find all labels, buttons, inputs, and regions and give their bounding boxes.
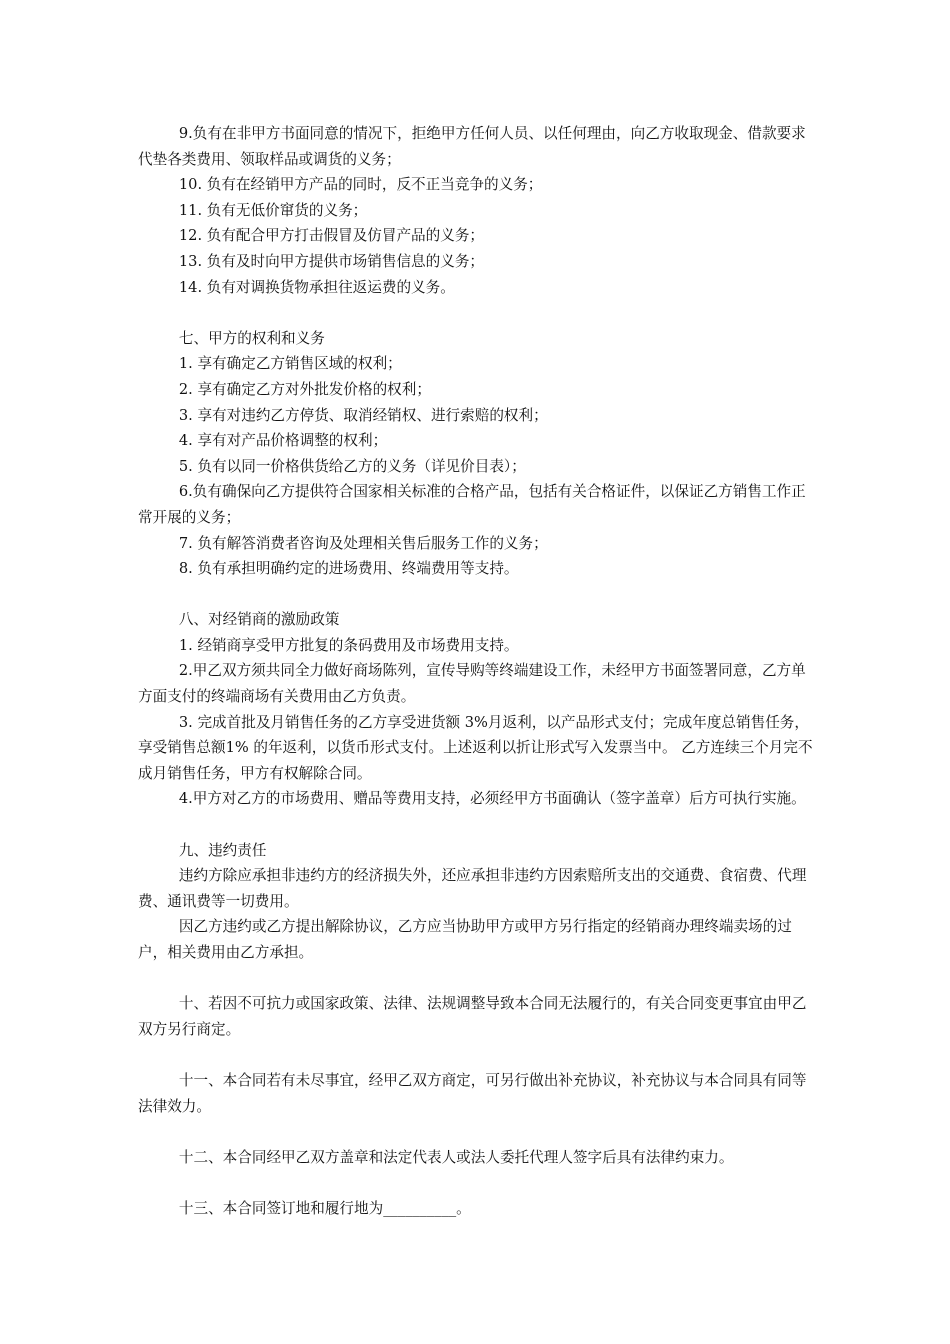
paragraph-gap [138,966,818,992]
paragraph-gap [138,582,818,608]
paragraph: 违约方除应承担非违约方的经济损失外，还应承担非违约方因索赔所支出的交通费、食宿费、代理费、通讯费等一切费用。 [138,867,807,910]
paragraph: 7. 负有解答消费者咨询及处理相关售后服务工作的义务； [178,534,548,552]
paragraph-gap [138,300,818,326]
paragraph: 八、对经销商的激励政策 [178,611,340,629]
paragraph: 4.甲方对乙方的市场费用、赠品等费用支持，必须经甲方书面确认（签字盖章）后方可执行实施。 [178,790,806,808]
paragraph: 8. 负有承担明确约定的进场费用、终端费用等支持。 [178,560,519,578]
paragraph: 13. 负有及时向甲方提供市场销售信息的义务； [178,252,485,270]
paragraph: 因乙方违约或乙方提出解除协议，乙方应当协助甲方或甲方另行指定的经销商办理终端卖场的过户，相关费用由乙方承担。 [138,918,792,961]
paragraph: 九、违约责任 [178,841,267,859]
paragraph: 2. 享有确定乙方对外批发价格的权利； [178,380,431,398]
paragraph: 十、若因不可抗力或国家政策、法律、法规调整导致本合同无法履行的，有关合同变更事宜由甲乙双方另行商定。 [138,995,807,1038]
paragraph: 七、甲方的权利和义务 [178,329,325,347]
document-body [138,121,818,1222]
paragraph: 1. 经销商享受甲方批复的条码费用及市场费用支持。 [178,636,519,654]
paragraph-gap [138,812,818,838]
paragraph: 6.负有确保向乙方提供符合国家相关标准的合格产品，包括有关合格证件，以保证乙方销售工作正常开展的义务； [138,483,806,526]
paragraph: 3. 完成首批及月销售任务的乙方享受进货额 3%月返利，以产品形式支付；完成年度总销售任务，享受销售总额1% 的年返利，以货币形式支付。上述返利以折让形式写入发票当中。 乙方连续三个月完不成月销售任务，甲方有权解除合同。 [138,713,813,782]
paragraph: 十二、本合同经甲乙双方盖章和法定代表人或法人委托代理人签字后具有法律约束力。 [178,1148,734,1166]
paragraph: 10. 负有在经销甲方产品的同时，反不正当竞争的义务； [178,176,543,194]
paragraph-gap [138,1119,818,1145]
paragraph: 3. 享有对违约乙方停货、取消经销权、进行索赔的权利； [178,406,548,424]
paragraph: 5. 负有以同一价格供货给乙方的义务（详见价目表）； [178,457,526,475]
paragraph: 十三、本合同签订地和履行地为__________。 [178,1199,471,1217]
paragraph: 12. 负有配合甲方打击假冒及仿冒产品的义务； [178,227,485,245]
paragraph: 2.甲乙双方须共同全力做好商场陈列，宣传导购等终端建设工作，未经甲方书面签署同意，乙方单方面支付的终端商场有关费用由乙方负责。 [138,662,806,706]
paragraph: 十一、本合同若有未尽事宜，经甲乙双方商定，可另行做出补充协议，补充协议与本合同具有同等法律效力。 [138,1071,807,1115]
paragraph: 4. 享有对产品价格调整的权利； [178,432,388,450]
paragraph-gap [138,1042,818,1068]
paragraph: 11. 负有无低价窜货的义务； [178,201,368,219]
paragraph: 9.负有在非甲方书面同意的情况下，拒绝甲方任何人员、以任何理由，向乙方收取现金、借款要求代垫各类费用、领取样品或调货的义务； [138,125,806,168]
paragraph-gap [138,1170,818,1196]
paragraph: 14. 负有对调换货物承担往返运费的义务。 [178,278,455,296]
paragraph: 1. 享有确定乙方销售区域的权利； [178,355,402,373]
